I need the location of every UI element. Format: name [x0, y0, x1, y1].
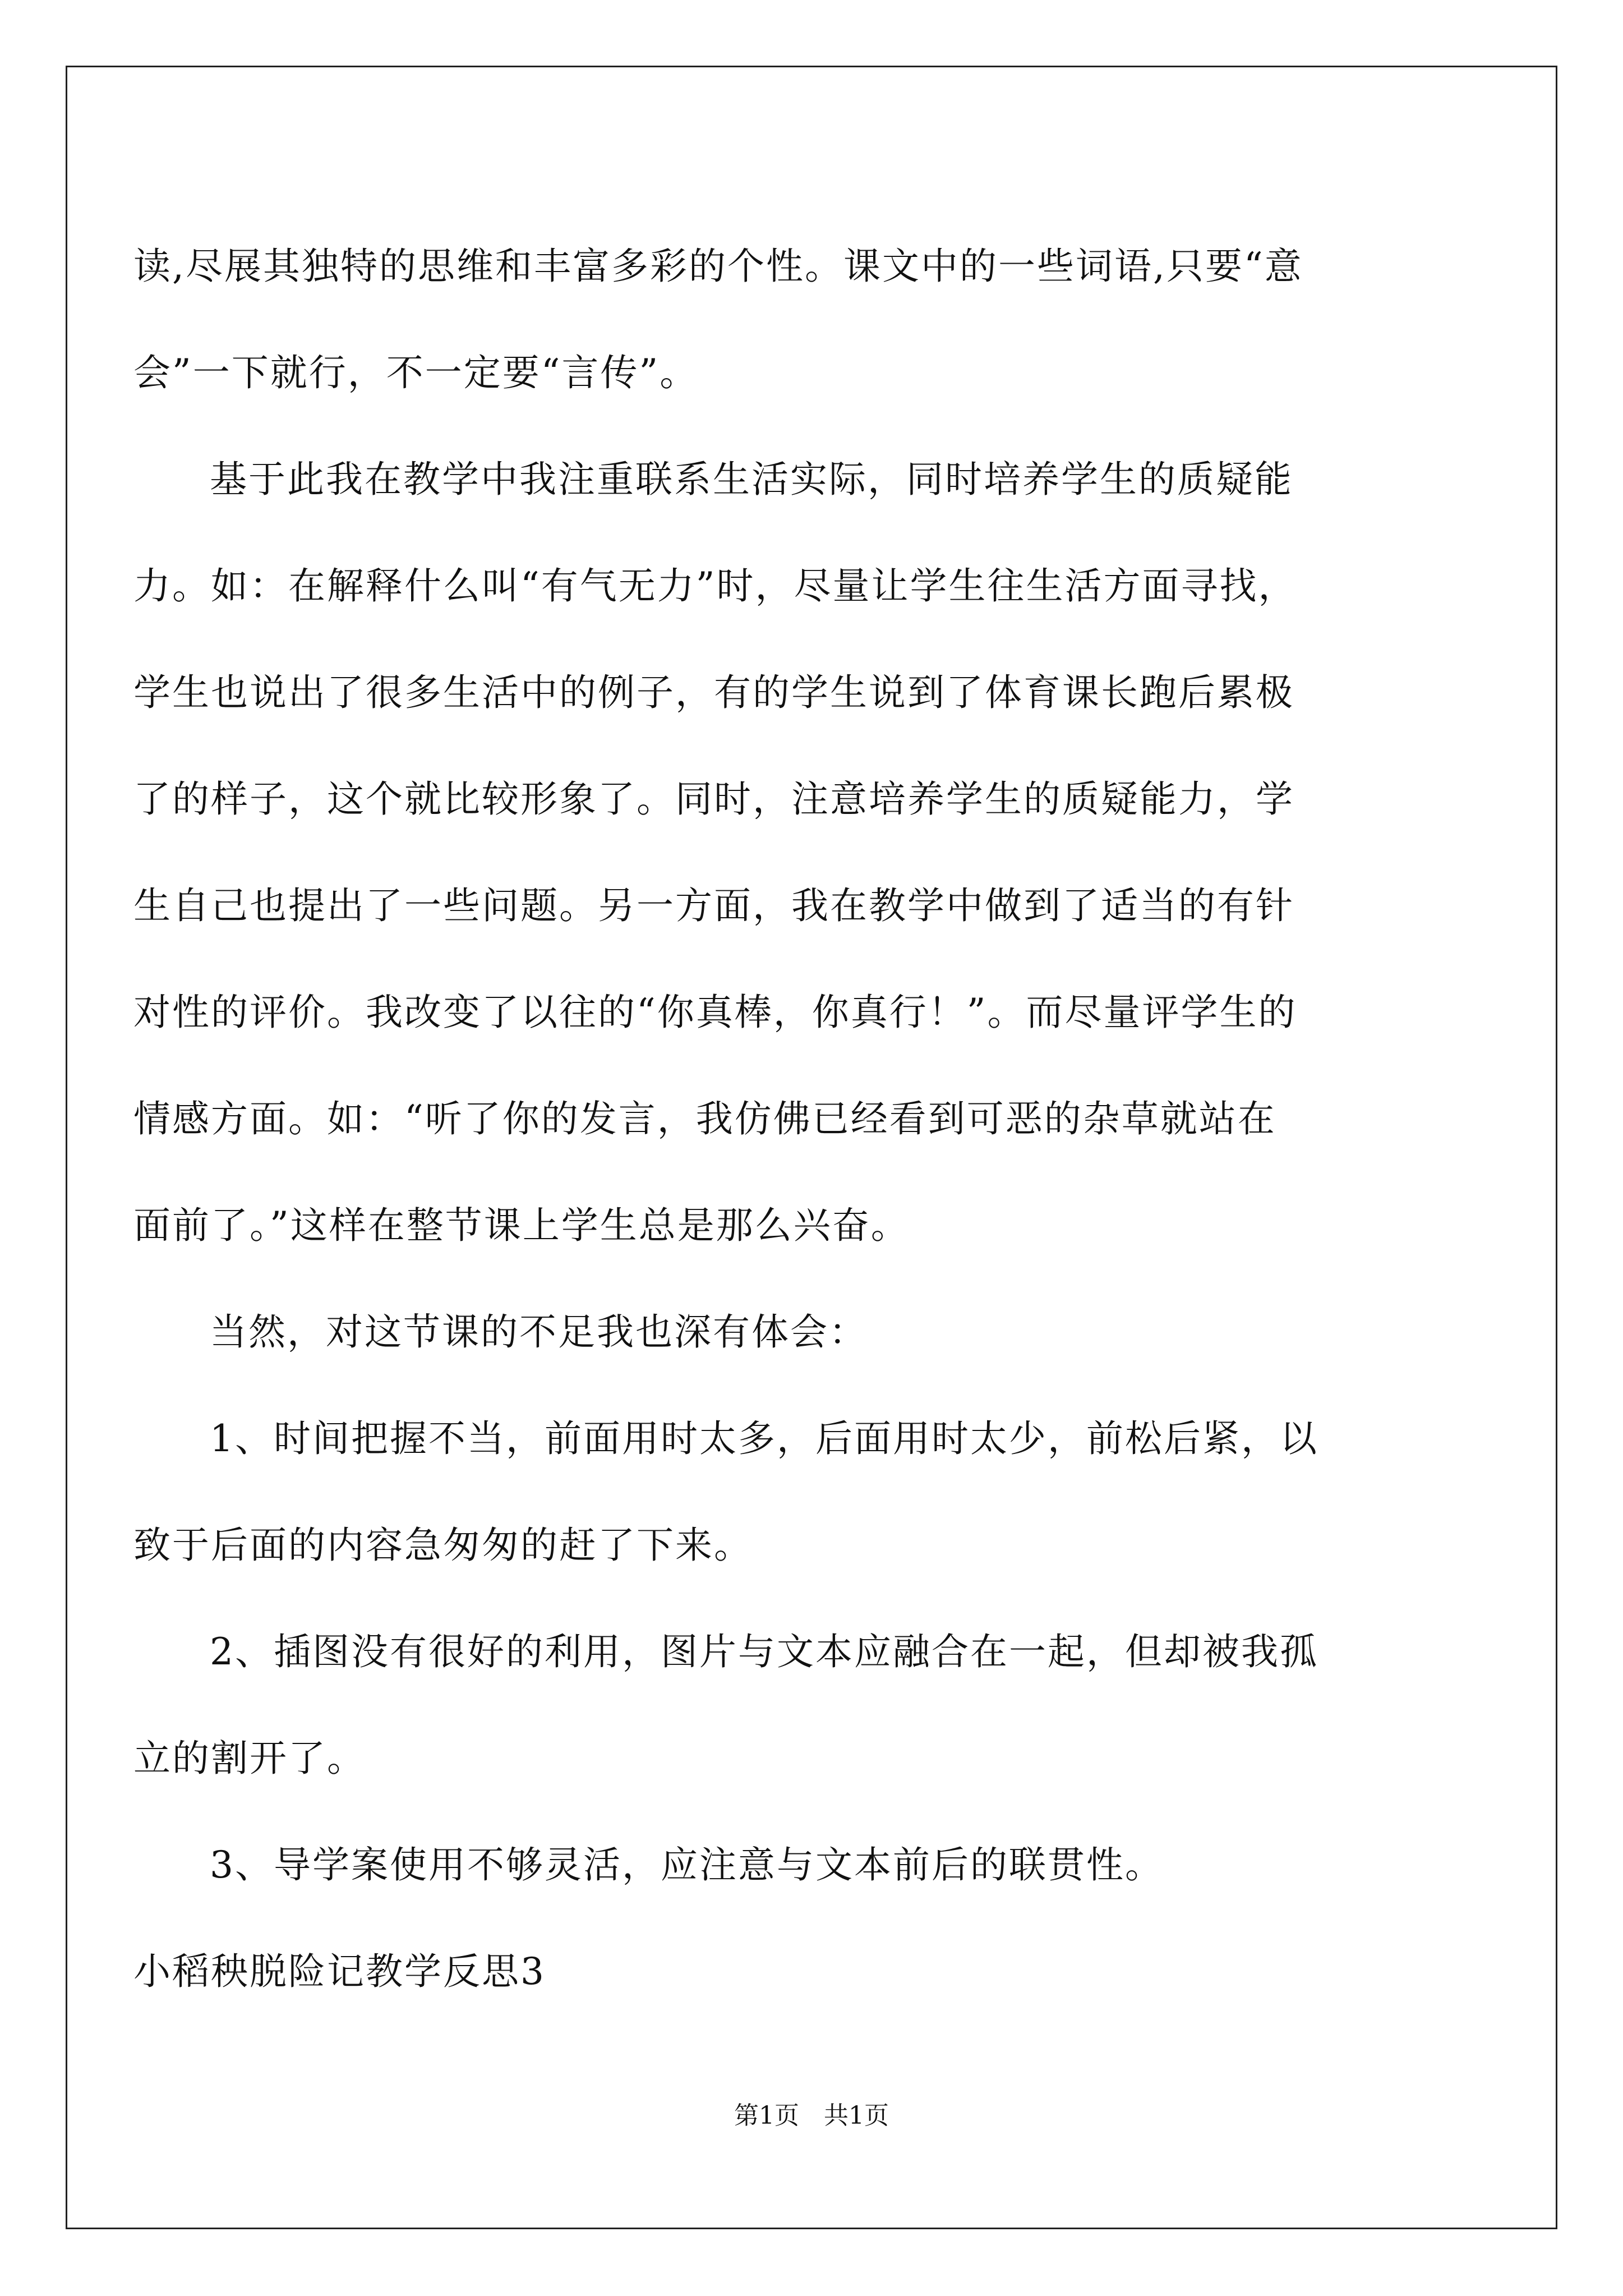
paragraph-3: [133, 1279, 1446, 1386]
text-line: 3、导学案使用不够灵活，应注意与文本前后的联贯性。: [210, 1843, 1164, 1887]
text-line: 情感方面。如：“听了你的发言，我仿佛已经看到可恶的杂草就站在: [133, 1097, 1276, 1140]
text-line: 生自己也提出了一些问题。另一方面，我在教学中做到了适当的有针: [133, 884, 1294, 927]
document-body: [133, 213, 1446, 2025]
text-line: 了的样子，这个就比较形象了。同时，注意培养学生的质疑能力，学: [133, 777, 1294, 821]
text-line: 致于后面的内容急匆匆的赶了下来。: [133, 1524, 753, 1567]
text-line: 立的割开了。: [133, 1737, 366, 1780]
text-line: 1、时间把握不当，前面用时太多，后面用时太少，前松后紧，以: [210, 1417, 1318, 1460]
text-line: 力。如：在解释什么叫“有气无力”时，尽量让学生往生活方面寻找，: [133, 564, 1297, 608]
text-line: 对性的评价。我改变了以往的“你真棒，你真行！”。而尽量评学生的: [133, 991, 1297, 1034]
paragraph-4: [133, 1386, 1446, 1599]
paragraph-6: [133, 1812, 1446, 1918]
text-line: 会”一下就行，不一定要“言传”。: [133, 351, 699, 394]
page-number-footer: 第1页 共1页: [734, 2101, 889, 2130]
paragraph-5: [133, 1599, 1446, 1812]
section-heading: 小稻秧脱险记教学反思3: [133, 1950, 546, 1993]
paragraph-1: [133, 213, 1446, 426]
text-line: 学生也说出了很多生活中的例子，有的学生说到了体育课长跑后累极: [133, 671, 1294, 714]
text-line: 面前了。”这样在整节课上学生总是那么兴奋。: [133, 1204, 910, 1247]
text-line: 读,尽展其独特的思维和丰富多彩的个性。课文中的一些词语,只要“意: [133, 245, 1303, 288]
text-line: 当然，对这节课的不足我也深有体会：: [210, 1310, 868, 1354]
text-line: 2、插图没有很好的利用，图片与文本应融合在一起，但却被我孤: [210, 1630, 1318, 1673]
text-line: 基于此我在教学中我注重联系生活实际，同时培养学生的质疑能: [210, 458, 1293, 501]
paragraph-2: [133, 426, 1446, 1279]
